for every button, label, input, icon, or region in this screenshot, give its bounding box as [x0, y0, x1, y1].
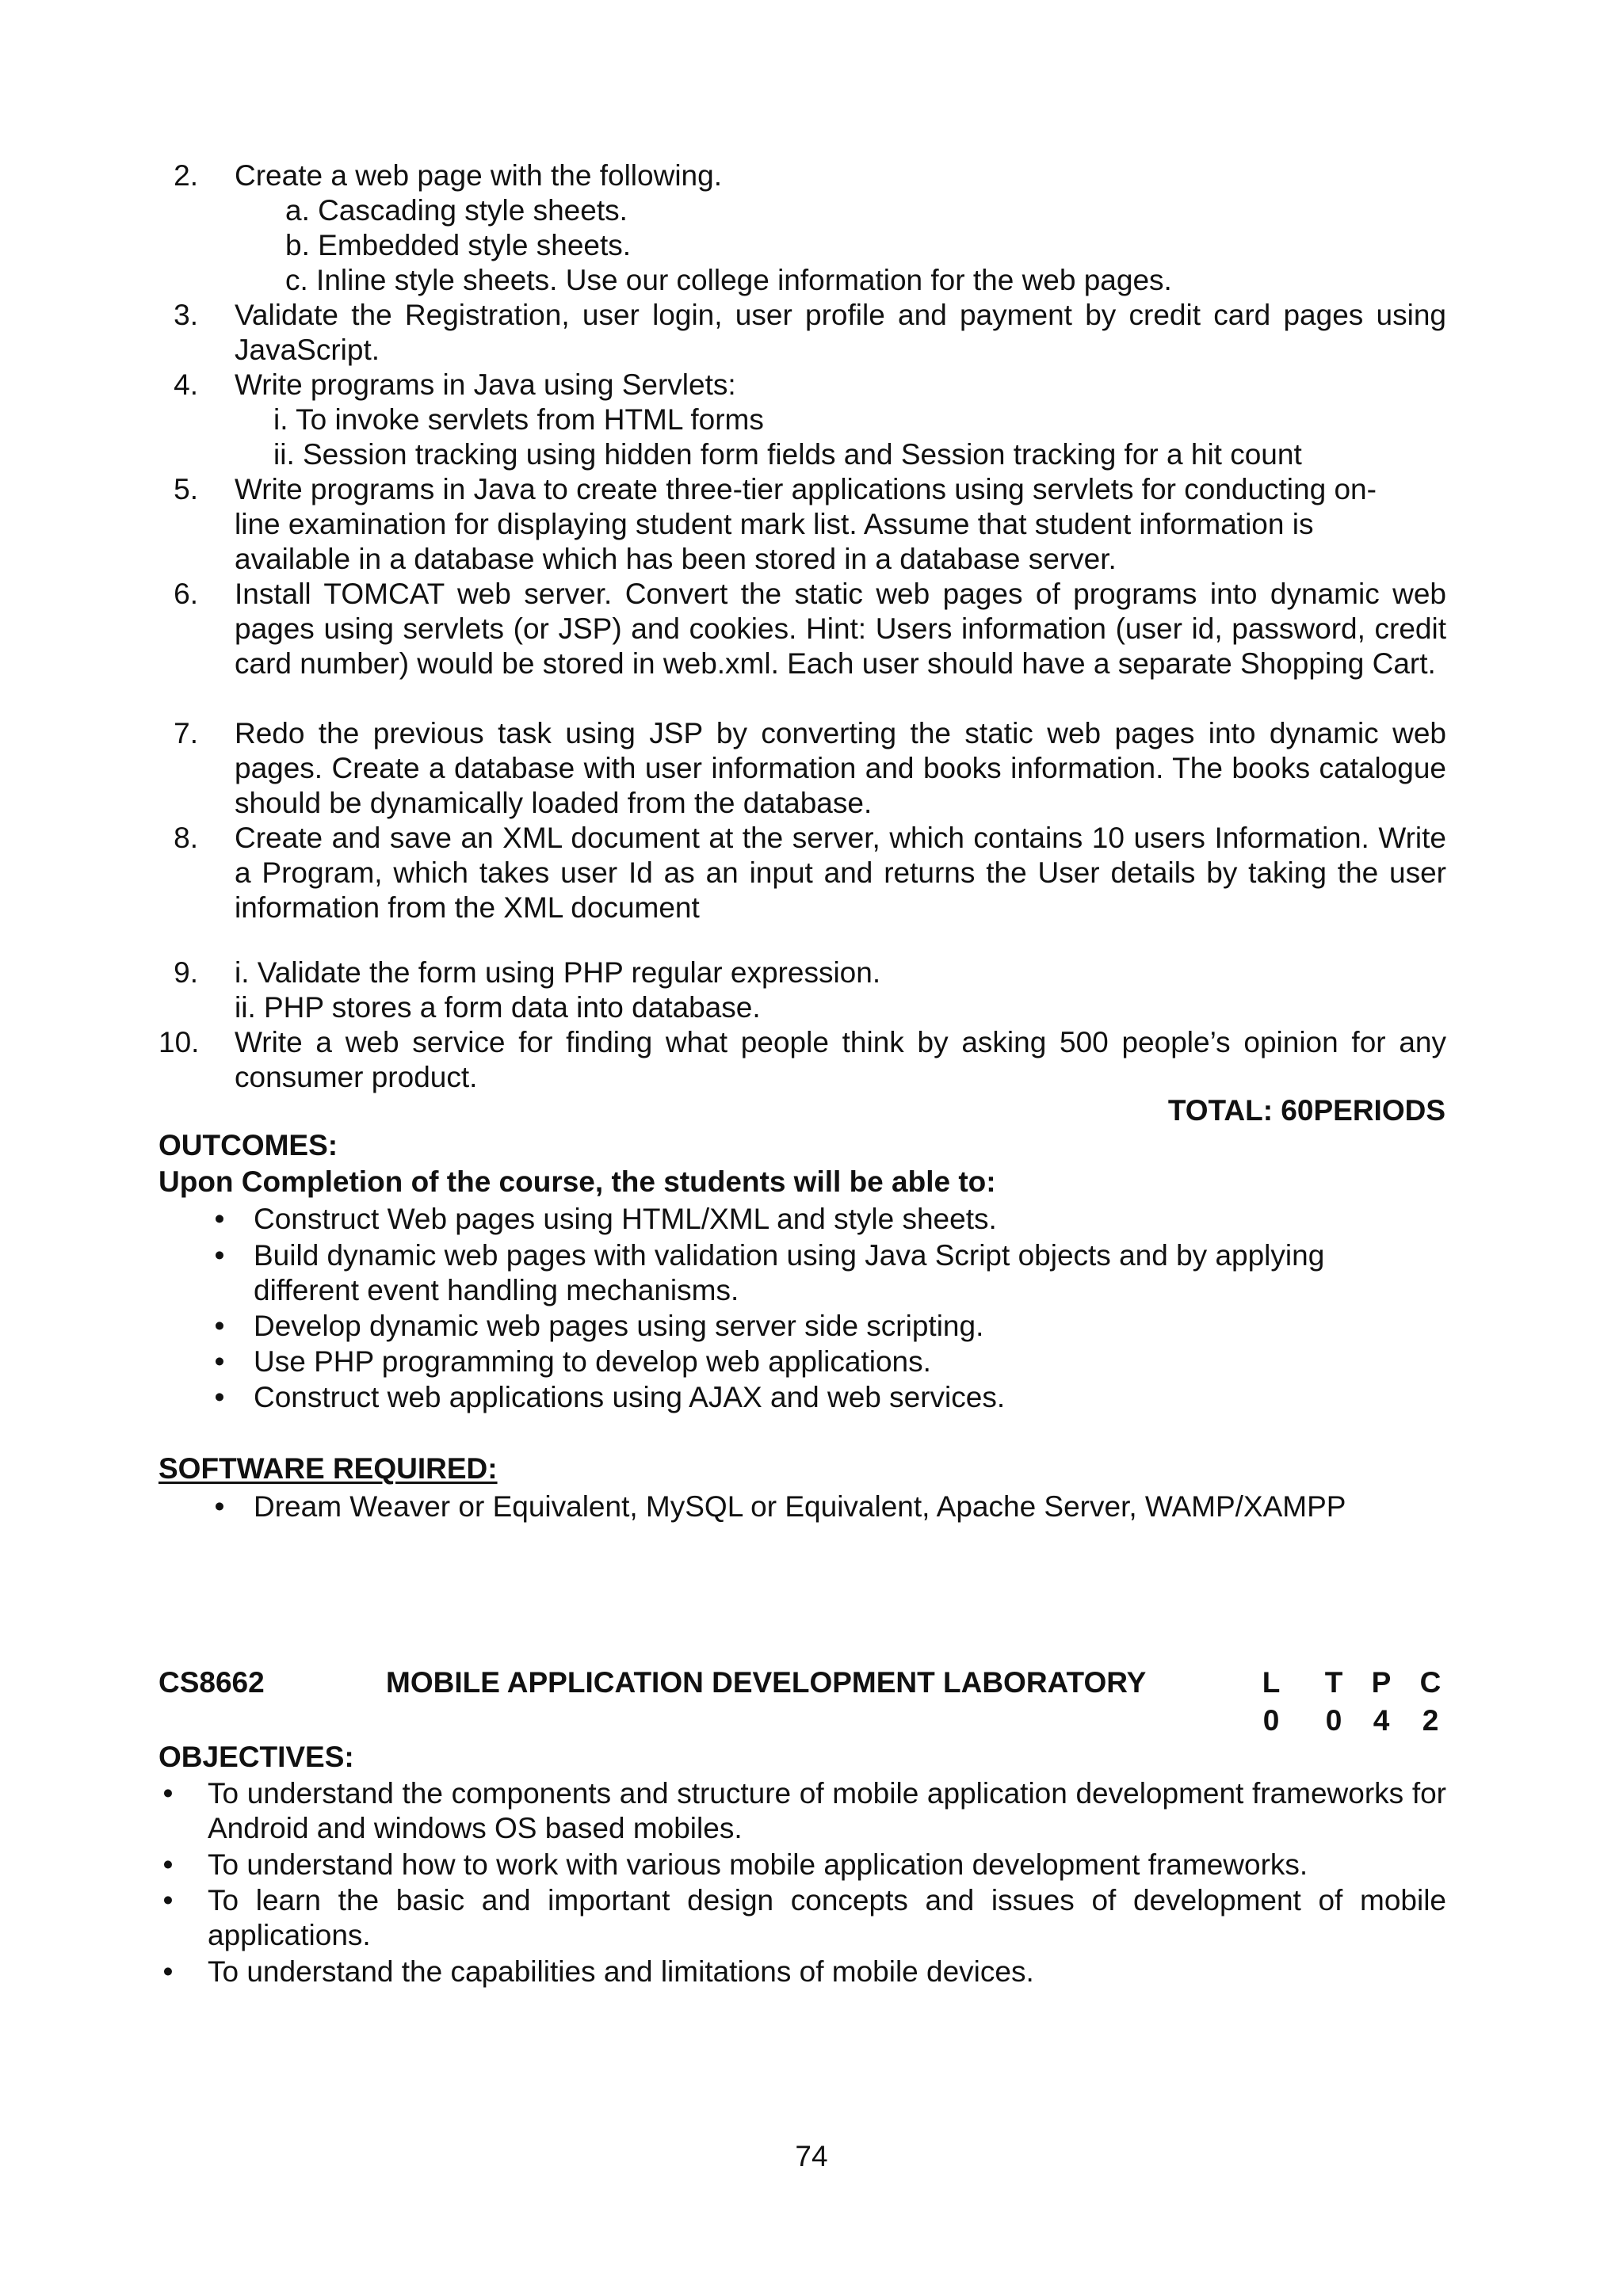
bullet-icon: •: [214, 1345, 225, 1378]
exercise-text-line: ii. PHP stores a form data into database.: [235, 991, 761, 1024]
exercise-text: Create and save an XML document at the server, which contains 10 users Information. Write a Program, which takes user Id as an input and returns the User details by taking the user information from the XML document: [235, 822, 1446, 924]
course-code: CS8662: [158, 1666, 265, 1699]
exercise-text: Write a web service for finding what people think by asking 500 people’s opinion for any consumer product.: [235, 1026, 1446, 1093]
exercise-subitem: c. Inline style sheets. Use our college information for the web pages.: [285, 264, 1172, 296]
exercise-number: 7.: [174, 717, 198, 749]
exercise-number: 6.: [174, 578, 198, 610]
ltpc-label: P: [1371, 1666, 1392, 1699]
outcome-text: Construct web applications using AJAX and web services.: [254, 1381, 1006, 1413]
exercise-text: Create a web page with the following.: [235, 159, 722, 192]
bullet-icon: •: [162, 1955, 174, 1988]
total-periods: TOTAL: 60PERIODS: [1167, 1094, 1445, 1127]
outcome-text: Build dynamic web pages with validation using Java Script objects and by applying: [254, 1239, 1325, 1272]
exercise-number: 4.: [174, 368, 198, 401]
bullet-icon: •: [214, 1239, 225, 1272]
ltpc-value: 0: [1325, 1704, 1342, 1737]
page-number: 74: [795, 2140, 828, 2172]
ltpc-value: 0: [1262, 1704, 1280, 1737]
software-text: Dream Weaver or Equivalent, MySQL or Equivalent, Apache Server, WAMP/XAMPP: [254, 1490, 1346, 1523]
objectives-heading: OBJECTIVES:: [158, 1741, 354, 1773]
exercise-number: 9.: [174, 956, 198, 989]
objective-text: To understand how to work with various mobile application development frameworks.: [208, 1848, 1308, 1881]
exercise-subitem: a. Cascading style sheets.: [285, 194, 628, 227]
exercise-text: Validate the Registration, user login, user profile and payment by credit card pages using JavaScript.: [235, 299, 1446, 366]
bullet-icon: •: [162, 1884, 174, 1917]
objective-text: To understand the capabilities and limitations of mobile devices.: [208, 1955, 1034, 1988]
exercise-number: 2.: [174, 159, 198, 192]
exercise-text: Write programs in Java using Servlets:: [235, 368, 736, 401]
ltpc-label: L: [1262, 1666, 1281, 1699]
course-title: MOBILE APPLICATION DEVELOPMENT LABORATORY: [386, 1666, 1147, 1699]
outcomes-intro: Upon Completion of the course, the students will be able to:: [158, 1165, 996, 1198]
bullet-icon: •: [214, 1490, 225, 1523]
exercise-text-line: Write programs in Java to create three-tier applications using servlets for conducting on-: [235, 473, 1377, 505]
exercise-number: 8.: [174, 822, 198, 854]
exercise-number: 10.: [158, 1026, 200, 1058]
outcome-text: Develop dynamic web pages using server side scripting.: [254, 1310, 984, 1342]
bullet-icon: •: [214, 1381, 225, 1413]
outcomes-heading: OUTCOMES:: [158, 1129, 338, 1161]
software-heading: SOFTWARE REQUIRED:: [158, 1452, 498, 1485]
ltpc-label: C: [1419, 1666, 1442, 1699]
exercise-text-line: i. Validate the form using PHP regular expression.: [235, 956, 881, 989]
bullet-icon: •: [214, 1310, 225, 1342]
bullet-icon: •: [214, 1203, 225, 1235]
ltpc-value: 2: [1422, 1704, 1439, 1737]
outcome-text: Construct Web pages using HTML/XML and style sheets.: [254, 1203, 997, 1235]
exercise-number: 3.: [174, 299, 198, 331]
exercise-subitem: ii. Session tracking using hidden form fields and Session tracking for a hit count: [273, 438, 1302, 471]
exercise-text-line: available in a database which has been stored in a database server.: [235, 543, 1117, 575]
objective-text: To learn the basic and important design concepts and issues of development of mobile applications.: [208, 1884, 1446, 1951]
bullet-icon: •: [162, 1848, 174, 1881]
ltpc-label: T: [1324, 1666, 1343, 1699]
objective-text: To understand the components and structure of mobile application development frameworks for Android and windows OS based mobiles.: [208, 1777, 1446, 1844]
exercise-text-line: line examination for displaying student mark list. Assume that student information is: [235, 508, 1314, 540]
exercise-text: Redo the previous task using JSP by converting the static web pages into dynamic web pages. Create a database with user information and books information. The books catalogue should be dynamically loaded from the database.: [235, 717, 1446, 819]
outcome-text: Use PHP programming to develop web applications.: [254, 1345, 931, 1378]
ltpc-value: 4: [1373, 1704, 1390, 1737]
bullet-icon: •: [162, 1777, 174, 1810]
exercise-subitem: b. Embedded style sheets.: [285, 229, 632, 261]
outcome-text: different event handling mechanisms.: [254, 1274, 739, 1306]
exercise-number: 5.: [174, 473, 198, 505]
exercise-subitem: i. To invoke servlets from HTML forms: [273, 403, 764, 436]
exercise-text: Install TOMCAT web server. Convert the static web pages of programs into dynamic web pages using servlets (or JSP) and cookies. Hint: Users information (user id, password, credit card number) would be stored in web.xml. Each user should have a separate Shopping Cart.: [235, 578, 1446, 680]
